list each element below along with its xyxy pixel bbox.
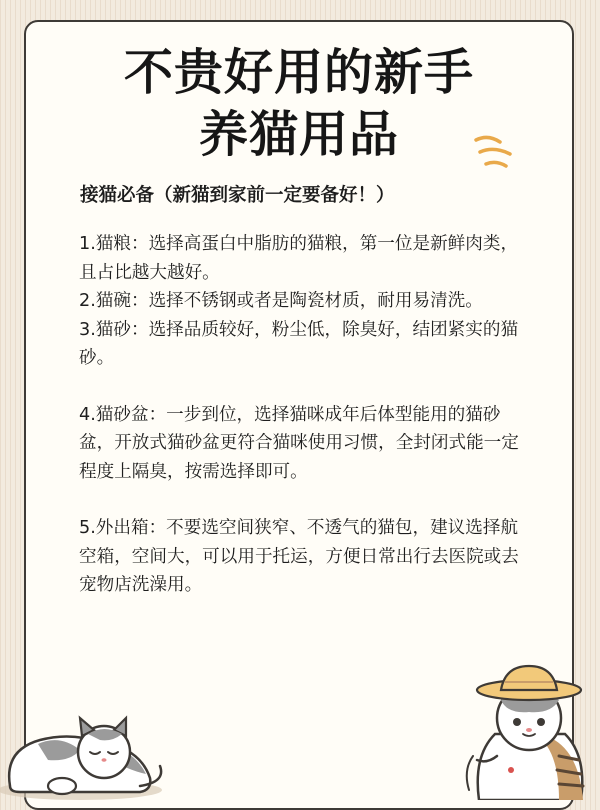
section-heading: 接猫必备（新猫到家前一定要备好！） [80, 185, 395, 206]
sparkle-icon [470, 130, 516, 176]
sleeping-cat-illustration [0, 690, 170, 800]
list-item: 3.猫砂：选择品质较好，粉尘低，除臭好，结团紧实的猫砂。 [79, 319, 519, 368]
list-item: 1.猫粮：选择高蛋白中脂肪的猫粮，第一位是新鲜肉类，且占比越大越好。 [79, 234, 519, 283]
list-item: 5.外出箱：不要选空间狭窄、不透气的猫包，建议选择航空箱，空间大，可以用于托运，方便日常出行去医院或去宠物店洗澡用。 [79, 518, 519, 595]
supply-list [79, 230, 534, 600]
title-line-2: 养猫用品 [198, 106, 399, 163]
list-item: 2.猫碗：选择不锈钢或者是陶瓷材质，耐用易清洗。 [79, 291, 483, 311]
list-item: 4.猫砂盆：一步到位，选择猫咪成年后体型能用的猫砂盆，开放式猫砂盆更符合猫咪使用习惯，全封闭式能一定程度上隔臭，按需选择即可。 [79, 404, 519, 482]
hat-cat-illustration [455, 660, 600, 800]
title-line-1: 不贵好用的新手 [123, 44, 474, 101]
